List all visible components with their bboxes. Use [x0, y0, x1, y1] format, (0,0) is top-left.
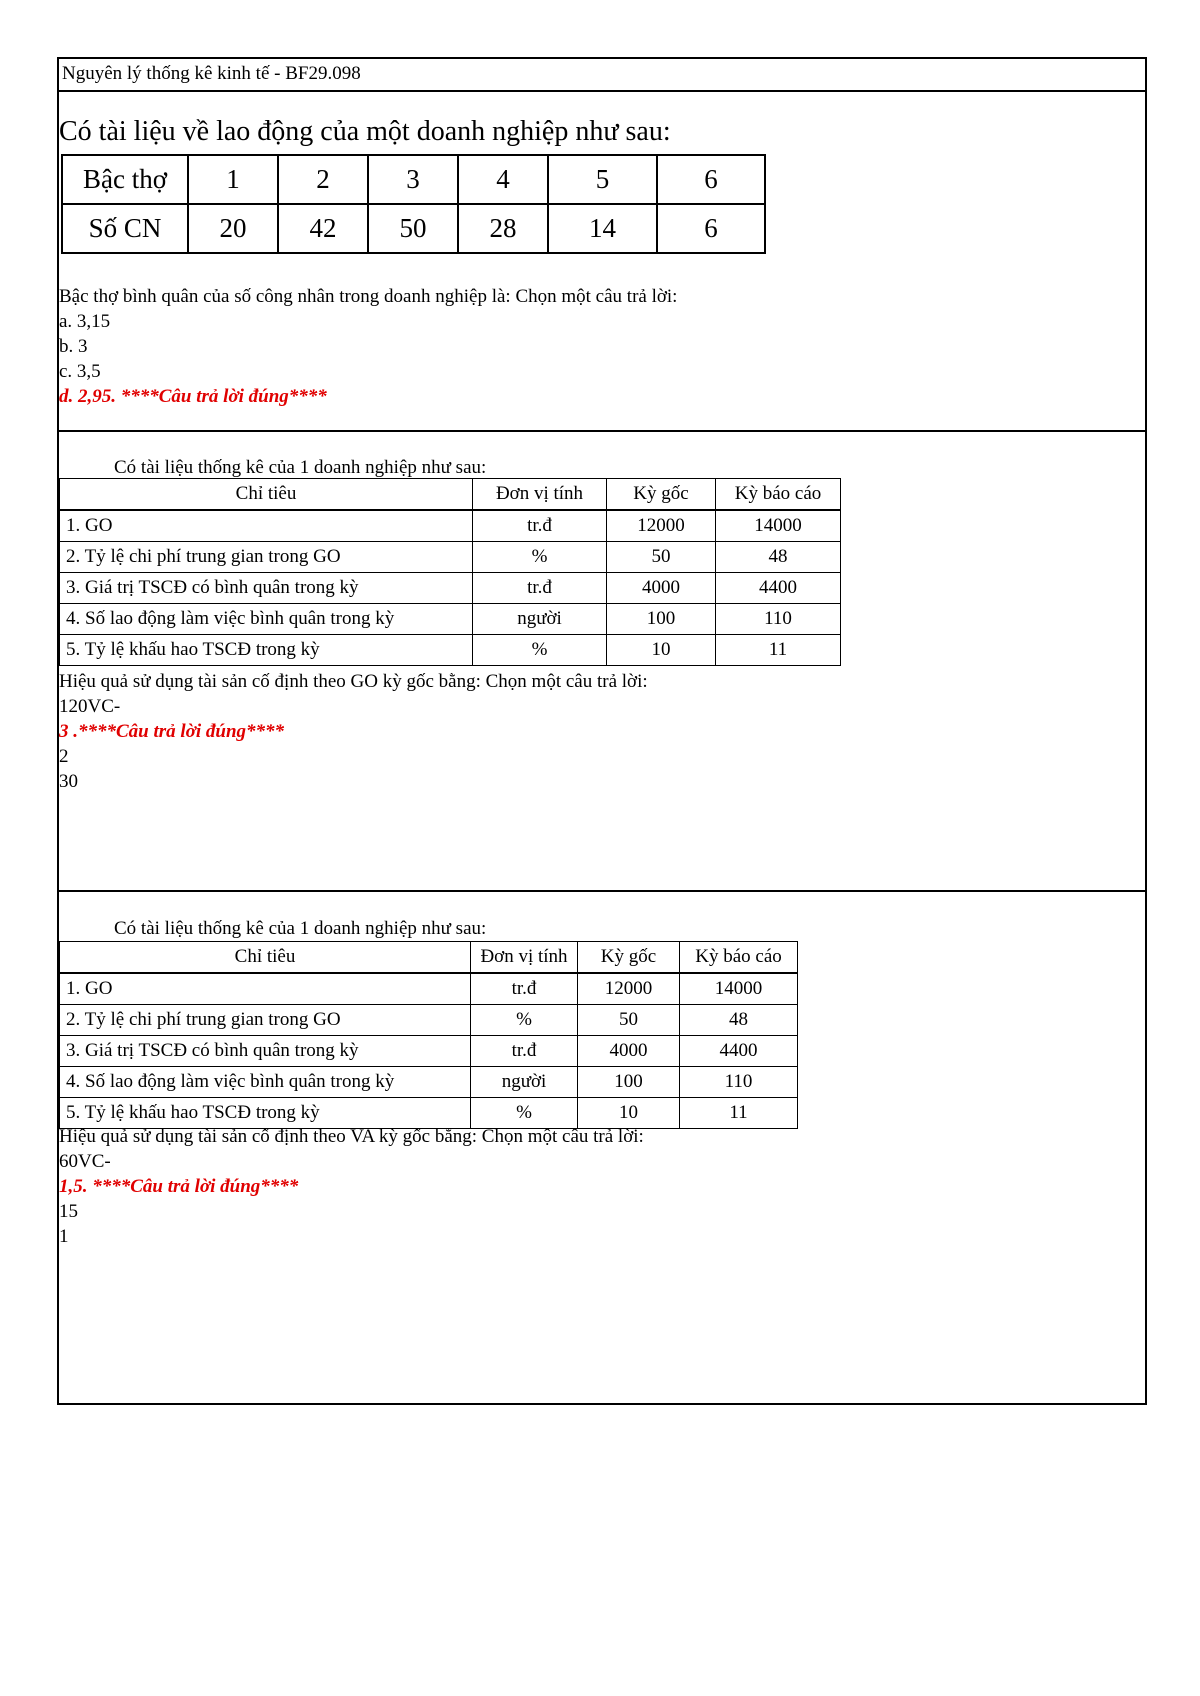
table-cell: 1. GO: [60, 510, 473, 542]
table-cell: 4: [458, 155, 548, 204]
q1-option-c[interactable]: c. 3,5: [59, 361, 101, 382]
table-header-cell: Kỳ gốc: [607, 479, 716, 511]
table-row: [62, 204, 765, 253]
q3-question: Hiệu quả sử dụng tài sản cố định theo VA kỳ gốc bằng: Chọn một câu trả lời:: [59, 1126, 644, 1147]
q2-option-4[interactable]: 30: [59, 771, 78, 792]
table-cell: 50: [607, 542, 716, 573]
table-cell: 4000: [607, 573, 716, 604]
table-row: [62, 155, 765, 204]
table-cell: tr.đ: [473, 510, 607, 542]
table-header-row: [60, 479, 841, 511]
table-cell: 2. Tỷ lệ chi phí trung gian trong GO: [60, 542, 473, 573]
table-cell: 14: [548, 204, 657, 253]
document-title: Nguyên lý thống kê kinh tế - BF29.098: [62, 63, 361, 84]
q2-table: [59, 478, 841, 666]
q1-option-b[interactable]: b. 3: [59, 336, 88, 357]
table-cell: 5. Tỷ lệ khấu hao TSCĐ trong kỳ: [60, 1098, 471, 1129]
table-cell: 10: [578, 1098, 680, 1129]
table-cell: tr.đ: [473, 573, 607, 604]
table-header-cell: Đơn vị tính: [473, 479, 607, 511]
q2-option-1[interactable]: 120VC-: [59, 696, 121, 717]
table-header-row: [60, 942, 798, 974]
q1-row1-label: Bậc thợ: [62, 155, 188, 204]
q1-row2-label: Số CN: [62, 204, 188, 253]
table-cell: 100: [578, 1067, 680, 1098]
table-cell: 4. Số lao động làm việc bình quân trong kỳ: [60, 604, 473, 635]
table-cell: 4400: [716, 573, 841, 604]
table-header-cell: Kỳ gốc: [578, 942, 680, 974]
table-cell: %: [473, 635, 607, 666]
table-cell: 3: [368, 155, 458, 204]
table-cell: 48: [716, 542, 841, 573]
table-cell: 5. Tỷ lệ khấu hao TSCĐ trong kỳ: [60, 635, 473, 666]
table-cell: 2: [278, 155, 368, 204]
q1-answers: [59, 284, 677, 409]
table-cell: %: [471, 1098, 578, 1129]
table-row: [60, 635, 841, 666]
table-cell: 28: [458, 204, 548, 253]
table-cell: 2. Tỷ lệ chi phí trung gian trong GO: [60, 1005, 471, 1036]
table-cell: 4400: [680, 1036, 798, 1067]
question-2: [59, 432, 1145, 892]
q3-option-1[interactable]: 60VC-: [59, 1151, 111, 1172]
q2-answers: [59, 669, 648, 794]
table-cell: tr.đ: [471, 1036, 578, 1067]
table-cell: 10: [607, 635, 716, 666]
table-cell: 11: [716, 635, 841, 666]
table-cell: 3. Giá trị TSCĐ có bình quân trong kỳ: [60, 1036, 471, 1067]
table-row: [60, 1005, 798, 1036]
table-cell: 100: [607, 604, 716, 635]
table-cell: 50: [578, 1005, 680, 1036]
q3-answers: [59, 1124, 644, 1249]
table-cell: 6: [657, 155, 765, 204]
table-cell: 11: [680, 1098, 798, 1129]
document-header: [59, 59, 1145, 92]
table-row: [60, 1067, 798, 1098]
table-header-cell: Chỉ tiêu: [60, 479, 473, 511]
table-cell: 110: [680, 1067, 798, 1098]
q1-question: Bậc thợ bình quân của số công nhân trong doanh nghiệp là: Chọn một câu trả lời:: [59, 286, 678, 307]
q1-option-a[interactable]: a. 3,15: [59, 311, 111, 332]
table-cell: 42: [278, 204, 368, 253]
table-cell: tr.đ: [471, 973, 578, 1005]
table-cell: %: [473, 542, 607, 573]
question-1: [59, 92, 1145, 432]
table-row: [60, 973, 798, 1005]
table-cell: 1. GO: [60, 973, 471, 1005]
table-cell: 20: [188, 204, 278, 253]
q3-option-4[interactable]: 1: [59, 1226, 69, 1247]
q1-correct-answer[interactable]: d. 2,95. ****Câu trả lời đúng****: [59, 386, 327, 407]
table-cell: 6: [657, 204, 765, 253]
document-frame: [57, 57, 1147, 1405]
table-cell: 50: [368, 204, 458, 253]
q3-correct-answer[interactable]: 1,5. ****Câu trả lời đúng****: [59, 1176, 299, 1197]
table-row: [60, 1036, 798, 1067]
table-cell: 5: [548, 155, 657, 204]
table-header-cell: Kỳ báo cáo: [716, 479, 841, 511]
table-row: [60, 573, 841, 604]
table-row: [60, 510, 841, 542]
q2-option-3[interactable]: 2: [59, 746, 69, 767]
table-row: [60, 542, 841, 573]
q1-table: [61, 154, 766, 254]
table-cell: 4. Số lao động làm việc bình quân trong kỳ: [60, 1067, 471, 1098]
q2-correct-answer[interactable]: 3 .****Câu trả lời đúng****: [59, 721, 285, 742]
table-cell: 12000: [578, 973, 680, 1005]
table-cell: 3. Giá trị TSCĐ có bình quân trong kỳ: [60, 573, 473, 604]
q2-intro: Có tài liệu thống kê của 1 doanh nghiệp như sau:: [114, 457, 487, 478]
q3-intro: Có tài liệu thống kê của 1 doanh nghiệp như sau:: [114, 918, 487, 939]
q1-intro: Có tài liệu về lao động của một doanh nghiệp như sau:: [59, 116, 671, 147]
q2-question: Hiệu quả sử dụng tài sản cố định theo GO kỳ gốc bằng: Chọn một câu trả lời:: [59, 671, 648, 692]
table-header-cell: Chỉ tiêu: [60, 942, 471, 974]
table-row: [60, 604, 841, 635]
table-cell: người: [471, 1067, 578, 1098]
question-3: [59, 892, 1145, 1403]
table-cell: 14000: [716, 510, 841, 542]
q3-option-3[interactable]: 15: [59, 1201, 78, 1222]
table-cell: 14000: [680, 973, 798, 1005]
table-cell: người: [473, 604, 607, 635]
table-header-cell: Kỳ báo cáo: [680, 942, 798, 974]
q3-table: [59, 941, 798, 1129]
table-cell: 4000: [578, 1036, 680, 1067]
table-header-cell: Đơn vị tính: [471, 942, 578, 974]
table-cell: 12000: [607, 510, 716, 542]
table-cell: %: [471, 1005, 578, 1036]
table-cell: 1: [188, 155, 278, 204]
table-cell: 48: [680, 1005, 798, 1036]
table-cell: 110: [716, 604, 841, 635]
